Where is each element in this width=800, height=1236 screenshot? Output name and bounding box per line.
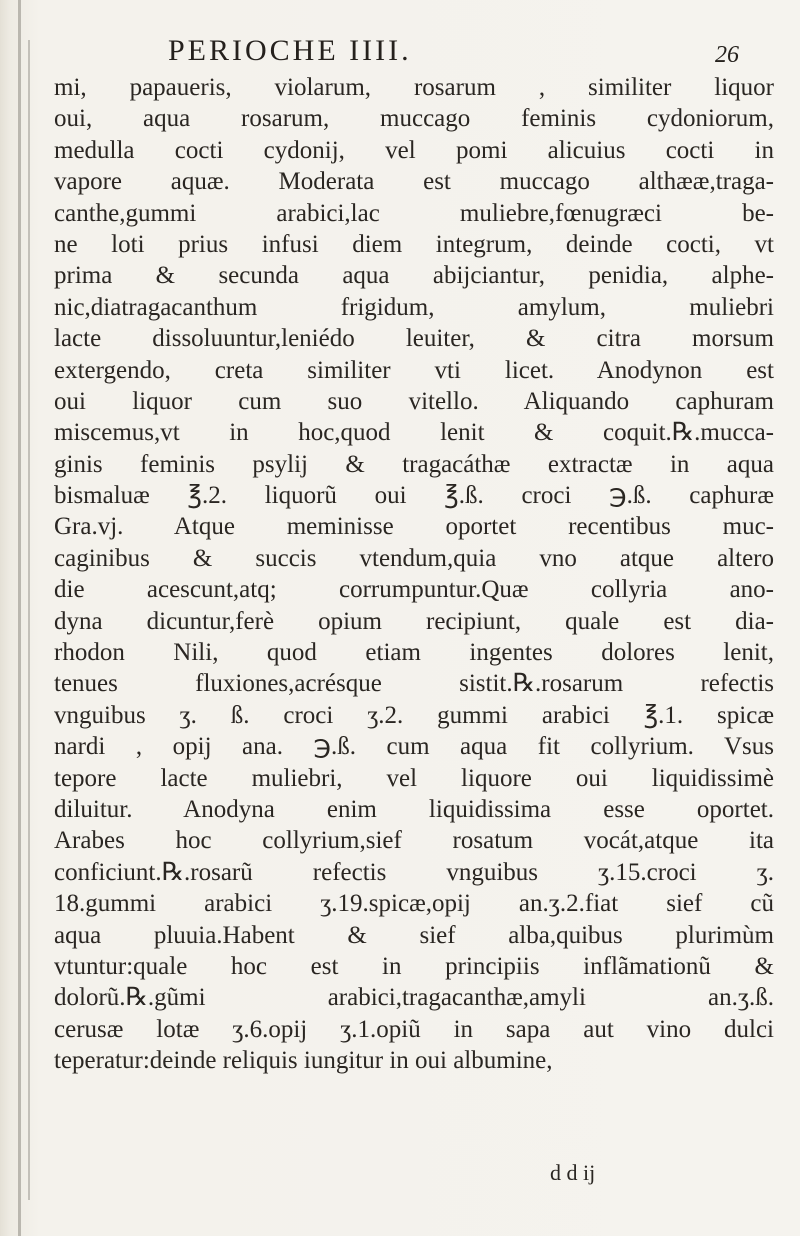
text-line: diluitur. Anodyna enim liquidissima esse oportet. [54, 795, 774, 823]
binding-shadow [18, 0, 21, 1236]
text-line: Gra.vj. Atque meminisse oportet recentibus muc- [54, 513, 774, 541]
text-line: aqua pluuia.Habent & sief alba,quibus plurimùm [54, 921, 774, 949]
text-line: canthe,gummi arabici,lac muliebre,fœnugræci be- [54, 199, 774, 227]
text-line: medulla cocti cydonij, vel pomi alicuius cocti in [54, 136, 774, 164]
text-line: nardi , opij ana. ℈.ß. cum aqua fit collyrium. Vsus [54, 733, 774, 761]
text-line: ne loti prius infusi diem integrum, deinde cocti, vt [54, 230, 774, 258]
text-line: conficiunt.℞.rosarũ refectis vnguibus ʒ.15.croci ʒ. [54, 858, 774, 886]
signature-mark: d d ij [550, 1160, 596, 1185]
text-line: Arabes hoc collyrium,sief rosatum vocát,atque ita [54, 827, 774, 855]
text-line: lacte dissoluuntur,leniédo leuiter, & citra morsum [54, 325, 774, 353]
text-line: caginibus & succis vtendum,quia vno atque altero [54, 544, 774, 572]
running-title: PERIOCHE IIII. [168, 34, 412, 67]
text-line: cerusæ lotæ ʒ.6.opij ʒ.1.opiũ in sapa aut vino dulci [54, 1015, 774, 1043]
text-line: dyna dicuntur,ferè opium recipiunt, quale est dia- [54, 607, 774, 635]
text-line: ginis feminis psylij & tragacáthæ extractæ in aqua [54, 450, 774, 478]
page-number: 26 [715, 42, 739, 68]
page-header [0, 30, 800, 70]
text-line: vtuntur:quale hoc est in principiis inflãmationũ & [54, 952, 774, 980]
text-line: die acescunt,atq; corrumpuntur.Quæ collyria ano- [54, 576, 774, 604]
body-text [54, 72, 774, 1077]
text-line: rhodon Nili, quod etiam ingentes dolores lenit, [54, 639, 774, 667]
text-line: vapore aquæ. Moderata est muccago althææ,traga- [54, 168, 774, 196]
text-line: tepore lacte muliebri, vel liquore oui liquidissimè [54, 764, 774, 792]
text-line: nic,diatragacanthum frigidum, amylum, muliebri [54, 293, 774, 321]
text-line: extergendo, creta similiter vti licet. Anodynon est [54, 356, 774, 384]
text-line: prima & secunda aqua abijciantur, penidia, alphe- [54, 262, 774, 290]
text-line: miscemus,vt in hoc,quod lenit & coquit.℞.mucca- [54, 419, 774, 447]
text-line: dolorũ.℞.gũmi arabici,tragacanthæ,amyli an.ʒ.ß. [54, 984, 774, 1012]
text-line: tenues fluxiones,acrésque sistit.℞.rosarum refectis [54, 670, 774, 698]
text-line: mi, papaueris, violarum, rosarum , similiter liquor [54, 74, 774, 101]
text-line: 18.gummi arabici ʒ.19.spicæ,opij an.ʒ.2.fiat sief cũ [54, 890, 774, 918]
text-line: oui liquor cum suo vitello. Aliquando caphuram [54, 387, 774, 415]
text-line: teperatur:deinde reliquis iungitur in oui albumine, [54, 1047, 553, 1075]
text-line: oui, aqua rosarum, muccago feminis cydoniorum, [54, 105, 774, 133]
binding-edge [28, 40, 30, 1200]
text-line: vnguibus ʒ. ß. croci ʒ.2. gummi arabici ℥.1. spicæ [54, 701, 774, 729]
text-line: bismaluæ ℥.2. liquorũ oui ℥.ß. croci ℈.ß. caphuræ [54, 482, 774, 510]
